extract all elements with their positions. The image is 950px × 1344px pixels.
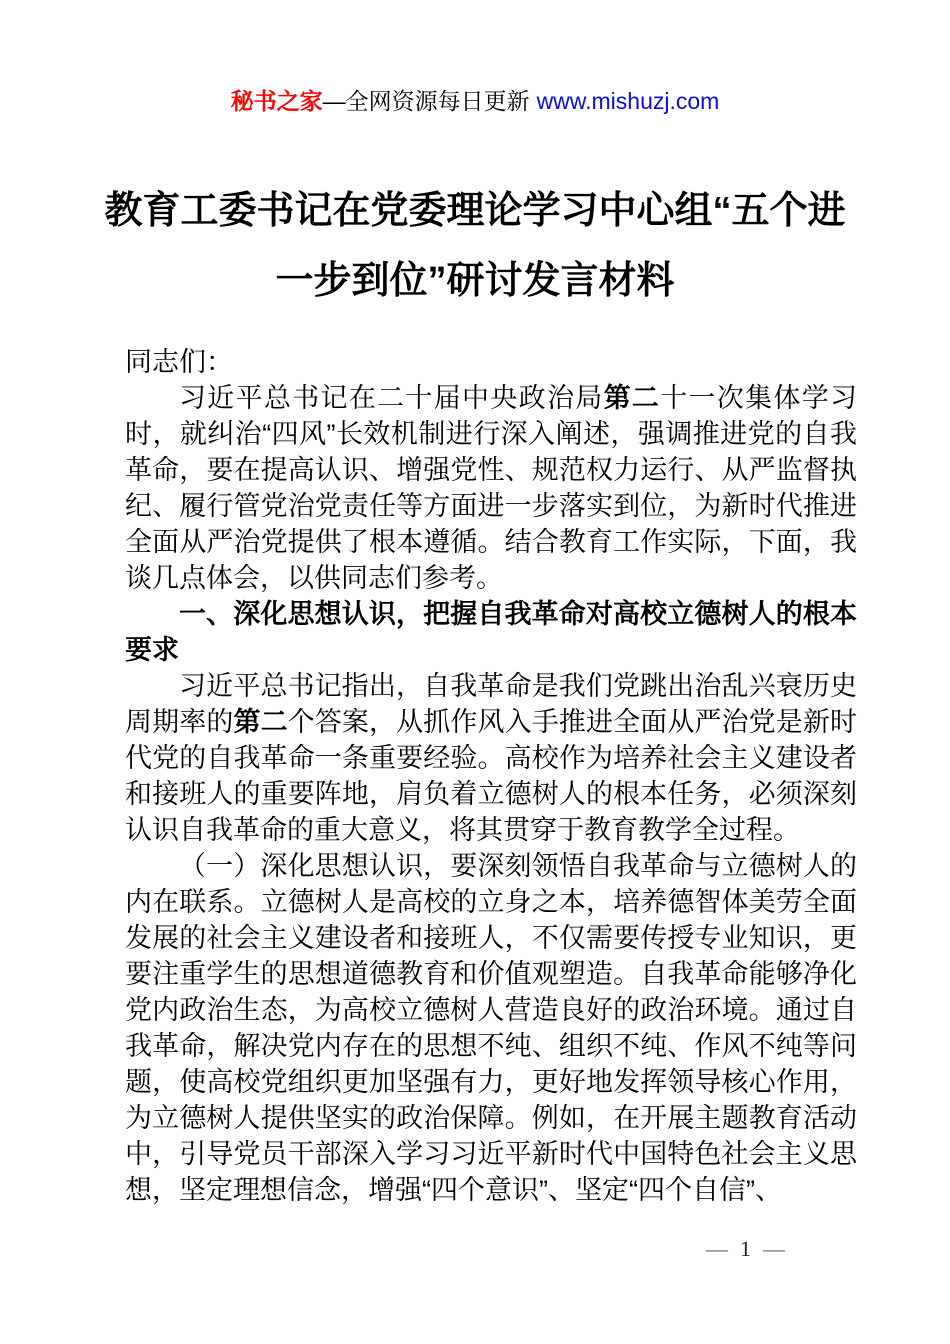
document-body: [125, 344, 857, 1208]
text-run: （一）深化思想认识，要深刻领悟自我革命与立德树人的内在联系。立德树人是高校的立身之本，培养德智体美劳全面发展的社会主义建设者和接班人，不仅需要传授专业知识，更要注重学生的思想道德教育和价值观塑造。自我革命能够净化党内政治生态，为高校立德树人营造良好的政治环境。通过自我革命，解决党内存在的思想不纯、组织不纯、作风不纯等问题，使高校党组织更加坚强有力，更好地发挥领导核心作用，为立德树人提供坚实的政治保障。例如，在开展主题教育活动中，引导党员干部深入学习习近平新时代中国特色社会主义思想，坚定理想信念，增强“四个意识”、坚定“四个自信”、: [125, 851, 857, 1205]
body-paragraph: [125, 668, 857, 848]
site-tagline: —全网资源每日更新: [322, 88, 530, 114]
salutation: [125, 344, 857, 380]
text-run: 习近平总书记指出，自我革命是我们党跳出治乱兴衰历史周期率的: [125, 671, 857, 737]
body-paragraph: [125, 848, 857, 1208]
bold-text-run: 第二: [603, 383, 661, 413]
document-title-line2: 一步到位”研讨发言材料: [275, 260, 675, 302]
site-brand: 秘书之家: [230, 88, 323, 114]
document-title: [60, 176, 890, 316]
site-header: [0, 86, 950, 116]
bold-text-run: 一、深化思想认识，把握自我革命对高校立德树人的根本要求: [125, 599, 857, 665]
body-paragraph: [125, 380, 857, 596]
text-run: 个答案，从抓作风入手推进全面从严治党是新时代党的自我革命一条重要经验。高校作为培养社会主义建设者和接班人的重要阵地，肩负着立德树人的根本任务，必须深刻认识自我革命的重大意义，将其贯穿于教育教学全过程。: [125, 707, 858, 845]
text-run: 十一次集体学习时，就纠治“四风”长效机制进行深入阐述，强调推进党的自我革命，要在提高认识、增强党性、规范权力运行、从严监督执纪、履行管党治党责任等方面进一步落实到位，为新时代推进全面从严治党提供了根本遵循。结合教育工作实际，下面，我谈几点体会，以供同志们参考。: [125, 383, 858, 593]
bold-text-run: 第二: [233, 707, 288, 737]
site-url-link[interactable]: www.mishuzj.com: [536, 88, 720, 114]
text-run: 习近平总书记在二十届中央政治局: [179, 383, 604, 413]
page-number-dash-left: —: [706, 1236, 728, 1261]
text-run: 同志们：: [125, 347, 233, 377]
section-heading: [125, 596, 857, 668]
page-number-value: 1: [740, 1236, 751, 1261]
document-title-line1: 教育工委书记在党委理论学习中心组“五个进: [104, 190, 846, 232]
page-number-dash-right: —: [763, 1236, 785, 1261]
page-number: [704, 1236, 787, 1262]
